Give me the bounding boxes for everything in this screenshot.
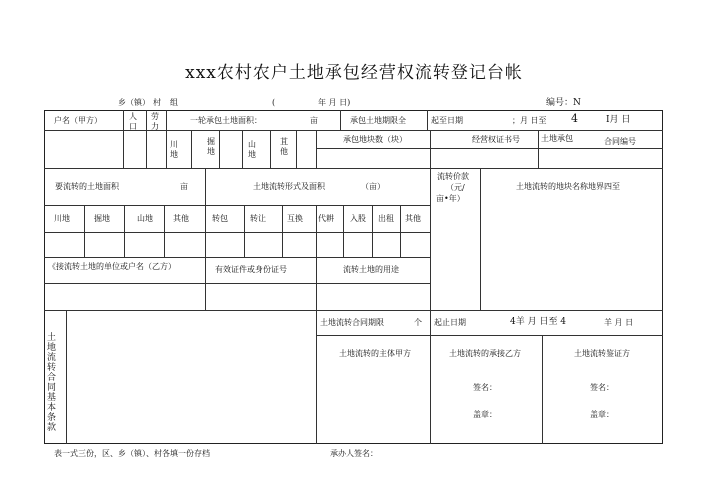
date-to-year: 4 [571, 112, 578, 125]
rule [166, 110, 167, 168]
rule [124, 205, 125, 257]
population-label: 人口 [129, 112, 137, 131]
witness-seal-label: 盖章： [590, 410, 614, 419]
receiver-label: 《接流转土地的单位或户名（乙方） [48, 262, 176, 271]
col-subcontract: 转包 [212, 214, 228, 223]
rule [146, 110, 147, 168]
party-b-sign-label: 签名： [473, 383, 497, 392]
rule [316, 310, 317, 444]
rule [219, 130, 220, 168]
rule [44, 168, 663, 169]
usage-label: 流转土地的用途 [343, 265, 399, 274]
date-paren: ( [272, 98, 276, 107]
rule [244, 205, 245, 257]
mu-label: 亩 [310, 116, 318, 125]
date-label: 年 月 日) [318, 98, 351, 107]
rule [316, 130, 317, 168]
mu-paren-label: （亩） [361, 182, 385, 191]
witness-sign-label: 签名： [590, 383, 614, 392]
rule [427, 110, 428, 130]
land-contract-label: 土地承包 [541, 134, 573, 143]
date-to-label: ；月 日至 [512, 116, 547, 125]
village-label: 村 [153, 98, 161, 107]
col-lease: 出租 [378, 214, 394, 223]
start-date-label: 起至日期 [431, 116, 463, 125]
rule [538, 130, 539, 168]
col-other: 其他 [173, 214, 189, 223]
page-title: xxx农村农户土地承包经营权流转登记台帐 [185, 63, 523, 83]
rule [316, 148, 663, 149]
dry-land-label: 掘地 [207, 137, 215, 156]
witness-label: 土地流转鉴证方 [574, 349, 630, 358]
rule [400, 205, 401, 257]
rule [123, 130, 124, 168]
party-b-seal-label: 盖章： [473, 410, 497, 419]
other-land-label: 苴他 [280, 137, 288, 156]
township-label: 乡（镇） [118, 98, 150, 107]
hill-land-label: 山地 [248, 140, 256, 159]
col-paddy: 川地 [54, 214, 70, 223]
party-a-label: 土地流转的主体甲方 [339, 349, 411, 358]
price-label-2: （元/ [446, 183, 465, 192]
handler-signature-label: 承办人签名： [330, 449, 378, 458]
rule [282, 205, 283, 257]
household-party-a-label: 户名（甲方） [54, 116, 102, 125]
rule [340, 110, 341, 130]
footer-note: 表一式三份，区、乡（镇）、村各填一份存档 [54, 449, 210, 458]
group-label: 组 [170, 98, 178, 107]
date-end-label: I月 日 [606, 115, 631, 125]
rule [191, 130, 192, 168]
transfer-form-label: 土地流转形式及面积 [253, 182, 325, 191]
first-round-area-label: 一轮承包土地面积： [190, 116, 262, 125]
col-dry: 掘地 [94, 214, 110, 223]
col-proxy-farming: 代耕 [318, 214, 334, 223]
rule [316, 205, 317, 310]
contract-period-label-2: 土地流转合同期限 [320, 318, 384, 327]
rule [270, 130, 271, 168]
rule [66, 310, 67, 444]
party-b-label: 土地流转的承接乙方 [449, 349, 521, 358]
rule [44, 310, 663, 311]
year-end-label: 羊 月 日 [604, 318, 634, 327]
col-shares: 入股 [350, 214, 366, 223]
rule [430, 310, 431, 335]
col-hill: 山地 [137, 214, 153, 223]
labor-label: 劳力 [151, 112, 159, 131]
start-end-label: 起止日期 [434, 318, 466, 327]
rule [84, 205, 85, 257]
plots-label: 承包地块数（块） [343, 135, 407, 144]
col-swap: 互换 [287, 214, 303, 223]
rule [296, 130, 297, 168]
rule [242, 130, 243, 168]
rule [44, 257, 430, 258]
transfer-area-label: 要流转的土地面积 [55, 182, 119, 191]
col-transfer: 转让 [250, 214, 266, 223]
year-range-label: 4羊 月 日至 4 [510, 317, 567, 327]
rule [343, 205, 344, 257]
ge-label: 个 [414, 318, 422, 327]
col-other-2: 其他 [405, 214, 421, 223]
plot-names-label: 土地流转的地块名称地界四至 [516, 182, 620, 191]
contract-no-label: 合同编号 [604, 137, 636, 146]
rule [480, 168, 481, 310]
contract-period-label: 承包土地期限全 [350, 116, 406, 125]
rule [164, 205, 165, 257]
rule [372, 205, 373, 257]
cert-no-label: 经营权证书号 [472, 135, 520, 144]
id-doc-label: 有效证件或身份证号 [215, 265, 287, 274]
mu-label-2: 亩 [180, 182, 188, 191]
rule [430, 130, 431, 168]
price-label-1: 流转价款 [437, 172, 469, 181]
rule [205, 168, 206, 310]
price-label-3: 亩•年） [436, 194, 465, 203]
rule [44, 283, 430, 284]
contract-terms-vertical-label: 土地流转合同基本条款 [47, 333, 57, 433]
rule [430, 168, 431, 310]
rule [316, 335, 663, 336]
rule [542, 335, 543, 444]
ledger-table [44, 110, 663, 444]
rule [430, 335, 431, 444]
paddy-label: 川地 [170, 140, 178, 159]
number-label: 编号：N [546, 98, 581, 108]
